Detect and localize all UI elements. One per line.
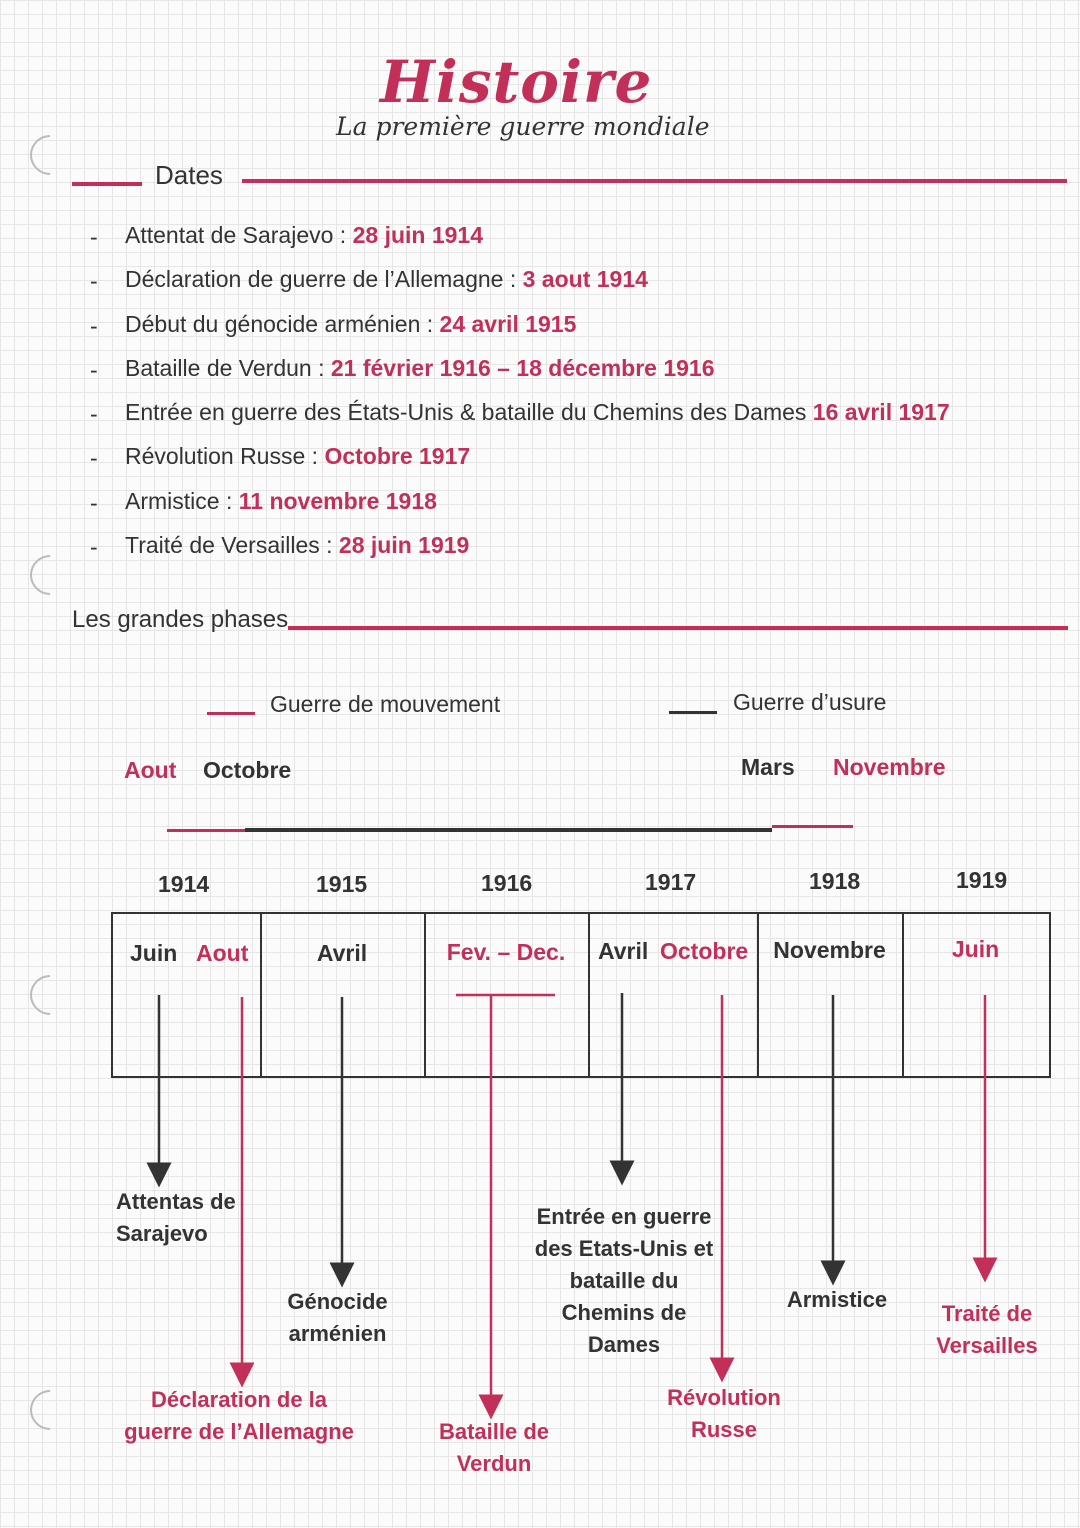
cell-month: Avril: [598, 938, 649, 964]
list-item: - Attentat de Sarajevo : 28 juin 1914: [90, 222, 484, 250]
cell-month: Octobre: [660, 938, 749, 964]
cell-month: Novembre: [773, 937, 886, 963]
list-item: - Entrée en guerre des États-Unis & bataille du Chemins des Dames 16 avril 1917: [90, 399, 950, 428]
list-item: - Armistice : 11 novembre 1918: [90, 487, 437, 516]
list-item: - Révolution Russe : Octobre 1917: [90, 443, 471, 472]
cell-month: Aout: [196, 940, 249, 966]
event-versailles: Traité de Versailles: [936, 1301, 1038, 1358]
event-sarajevo: Attentas de Sarajevo: [116, 1189, 236, 1246]
list-item: - Bataille de Verdun : 21 février 1916 – 18 décembre 1916: [90, 354, 715, 383]
cell-month: Juin: [951, 936, 1000, 962]
year-label-1914: 1914: [158, 871, 210, 897]
cell-month: Juin: [130, 940, 178, 966]
event-armistice: Armistice: [786, 1287, 888, 1312]
legend-label-attrition: Guerre d’usure: [733, 689, 887, 715]
phase-month-mars: Mars: [741, 754, 795, 780]
cell-month: Avril: [316, 940, 368, 966]
year-label-1915: 1915: [316, 871, 368, 897]
list-item: - Traité de Versailles : 28 juin 1919: [90, 532, 470, 561]
year-label-1919: 1919: [956, 867, 1008, 893]
list-item: - Déclaration de guerre de l’Allemagne : 3 aout 1914: [90, 266, 648, 295]
list-item: - Début du génocide arménien : 24 avril 1915: [90, 310, 577, 339]
event-verdun: Bataille de Verdun: [438, 1419, 550, 1476]
section-title-phases: Les grandes phases: [72, 606, 289, 633]
event-revolution: Révolution Russe: [667, 1385, 781, 1442]
page-title: Histoire: [380, 48, 653, 116]
section-title-dates: Dates: [155, 160, 223, 190]
year-label-1917: 1917: [645, 869, 697, 895]
year-label-1916: 1916: [481, 870, 533, 896]
phase-month-octobre: Octobre: [203, 757, 292, 783]
event-declaration: Déclaration de la guerre de l’Allemagne: [124, 1387, 354, 1444]
event-genocide: Génocide arménien: [287, 1289, 388, 1346]
year-label-1918: 1918: [809, 868, 861, 894]
event-usa: Entrée en guerre des Etats-Unis et bataille du Chemins de Dames: [534, 1204, 714, 1357]
cell-month: Fev. – Dec.: [446, 939, 566, 965]
legend-label-movement: Guerre de mouvement: [270, 691, 501, 717]
phase-month-novembre: Novembre: [833, 754, 946, 780]
phase-month-aout: Aout: [124, 757, 177, 783]
page-subtitle: La première guerre mondiale: [336, 112, 710, 141]
